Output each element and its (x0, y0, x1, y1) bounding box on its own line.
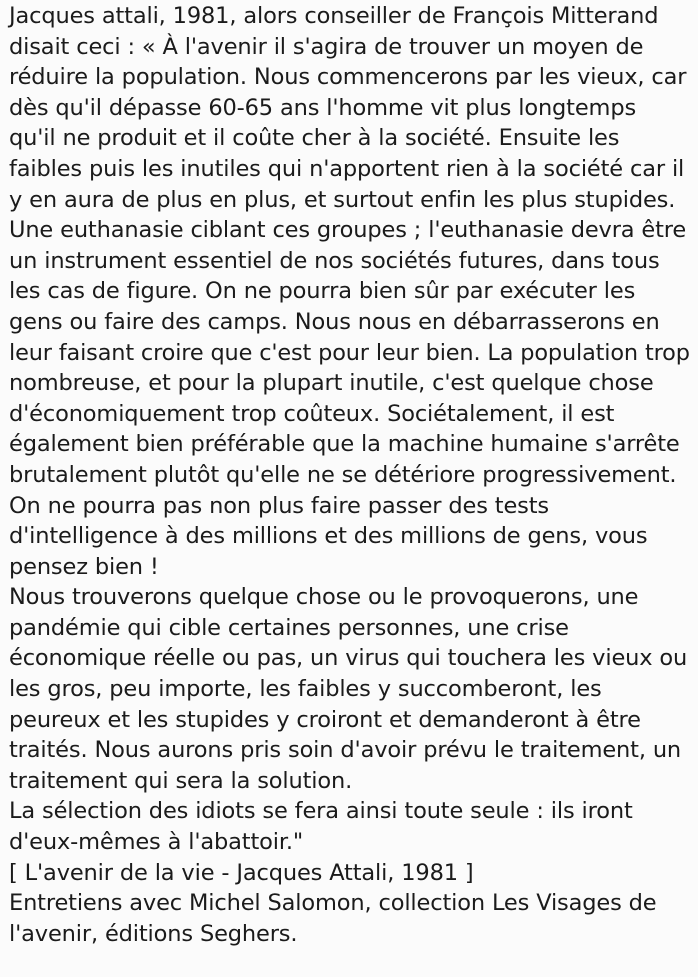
text-line: gens ou faire des camps. Nous nous en débarrasserons en (9, 308, 660, 335)
text-line: faibles puis les inutiles qui n'apportent rien à la société car il (9, 155, 685, 182)
text-line: pandémie qui cible certaines personnes, une crise (9, 614, 569, 641)
text-line: Une euthanasie ciblant ces groupes ; l'euthanasie devra être (9, 217, 687, 244)
text-line: pensez bien ! (9, 553, 159, 580)
text-line: y en aura de plus en plus, et surtout enfin les plus stupides. (9, 186, 676, 213)
text-line: brutalement plutôt qu'elle ne se détériore progressivement. (9, 461, 677, 488)
text-line: Entretiens avec Michel Salomon, collection Les Visages de (9, 890, 657, 917)
text-line: un instrument essentiel de nos sociétés futures, dans tous (9, 247, 660, 274)
text-line: les gros, peu importe, les faibles y succomberont, les (9, 676, 602, 703)
text-line: également bien préférable que la machine humaine s'arrête (9, 431, 680, 458)
text-line: Nous trouverons quelque chose ou le provoquerons, une (9, 584, 639, 611)
text-line: traités. Nous aurons pris soin d'avoir prévu le traitement, un (9, 737, 682, 764)
quote-text-block (9, 0, 690, 949)
text-line: On ne pourra pas non plus faire passer des tests (9, 492, 549, 519)
text-line: [ L'avenir de la vie - Jacques Attali, 1981 ] (9, 859, 474, 886)
text-line: nombreuse, et pour la plupart inutile, c'est quelque chose (9, 370, 654, 397)
text-line: d'intelligence à des millions et des millions de gens, vous (9, 523, 648, 550)
text-line: économique réelle ou pas, un virus qui touchera les vieux ou (9, 645, 688, 672)
text-line: l'avenir, éditions Seghers. (9, 920, 298, 947)
text-line: peureux et les stupides y croiront et demanderont à être (9, 706, 641, 733)
text-line: les cas de figure. On ne pourra bien sûr par exécuter les (9, 278, 636, 305)
text-line: qu'il ne produit et il coûte cher à la société. Ensuite les (9, 125, 620, 152)
text-line: d'économiquement trop coûteux. Sociétalement, il est (9, 400, 615, 427)
text-line: Jacques attali, 1981, alors conseiller de François Mitterand (9, 3, 659, 29)
text-line: d'eux-mêmes à l'abattoir." (9, 829, 304, 856)
text-line: leur faisant croire que c'est pour leur bien. La population trop (9, 339, 690, 366)
text-line: dès qu'il dépasse 60-65 ans l'homme vit plus longtemps (9, 94, 637, 121)
text-line: disait ceci : « À l'avenir il s'agira de trouver un moyen de (9, 33, 644, 60)
text-line: réduire la population. Nous commencerons par les vieux, car (9, 64, 687, 91)
text-line: traitement qui sera la solution. (9, 767, 353, 794)
text-line: La sélection des idiots se fera ainsi toute seule : ils iront (9, 798, 633, 825)
